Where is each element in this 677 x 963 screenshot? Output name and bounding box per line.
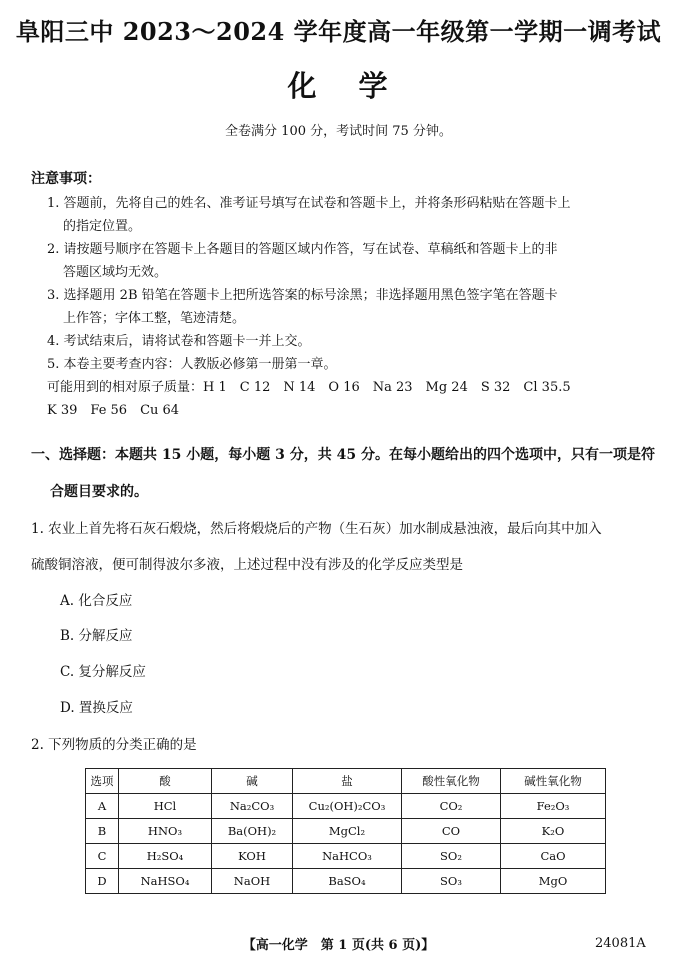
question-stem: 硫酸铜溶液，便可制得波尔多液，上述过程中没有涉及的化学反应类型是 [31, 557, 463, 573]
table-cell: Fe₂O₃ [501, 794, 606, 819]
notice-line: 3. 选择题用 2B 铅笔在答题卡上把所选答案的标号涂黑；非选择题用黑色签字笔在答题卡 [47, 288, 558, 303]
table-header: 碱 [212, 769, 293, 794]
section-heading-cont: 合题目要求的。 [50, 484, 148, 500]
score-line: 全卷满分 100 分，考试时间 75 分钟。 [225, 124, 452, 139]
subject-title: 化 学 [287, 69, 390, 103]
table-row [86, 844, 606, 869]
paper-code: 24081A [595, 936, 646, 951]
table-cell: C [86, 844, 119, 869]
atomic-mass-line: K 39 Fe 56 Cu 64 [47, 403, 180, 418]
table-cell: CO [402, 819, 501, 844]
section-heading: 一、选择题：本题共 15 小题，每小题 3 分，共 45 分。在每小题给出的四个选项中，只有一项是符 [31, 447, 655, 463]
table-cell: D [86, 869, 119, 894]
table-header: 盐 [293, 769, 402, 794]
table-cell: MgO [501, 869, 606, 894]
table-cell: Ba(OH)₂ [212, 819, 293, 844]
table-cell: SO₂ [402, 844, 501, 869]
table-header: 酸性氧化物 [402, 769, 501, 794]
table-cell: H₂SO₄ [119, 844, 212, 869]
notice-line: 2. 请按题号顺序在答题卡上各题目的答题区域内作答，写在试卷、草稿纸和答题卡上的非 [47, 242, 558, 257]
table-cell: Cu₂(OH)₂CO₃ [293, 794, 402, 819]
table-cell: B [86, 819, 119, 844]
table-cell: Na₂CO₃ [212, 794, 293, 819]
option-c: C. 复分解反应 [60, 664, 146, 680]
table-cell: K₂O [501, 819, 606, 844]
table-cell: HNO₃ [119, 819, 212, 844]
table-cell: HCl [119, 794, 212, 819]
notice-line: 5. 本卷主要考查内容：人教版必修第一册第一章。 [47, 357, 337, 372]
table-cell: NaOH [212, 869, 293, 894]
table-cell: NaHSO₄ [119, 869, 212, 894]
table-cell: A [86, 794, 119, 819]
table-cell: MgCl₂ [293, 819, 402, 844]
page-title: 阜阳三中 2023～2024 学年度高一年级第一学期一调考试 [15, 17, 662, 46]
atomic-mass-line: 可能用到的相对原子质量：H 1 C 12 N 14 O 16 Na 23 Mg 24 S 32 Cl 35.5 [47, 380, 571, 395]
table-cell: BaSO₄ [293, 869, 402, 894]
question-stem: 2. 下列物质的分类正确的是 [31, 737, 197, 753]
option-d: D. 置换反应 [60, 700, 133, 716]
option-b: B. 分解反应 [60, 628, 133, 644]
table-row [86, 869, 606, 894]
classification-table [85, 768, 606, 894]
question-stem: 1. 农业上首先将石灰石煅烧，然后将煅烧后的产物（生石灰）加水制成悬浊液，最后向其中加入 [31, 521, 602, 537]
table-cell: SO₃ [402, 869, 501, 894]
table-cell: CaO [501, 844, 606, 869]
notice-line: 答题区域均无效。 [63, 265, 168, 280]
table-header: 碱性氧化物 [501, 769, 606, 794]
table-cell: CO₂ [402, 794, 501, 819]
notice-line: 的指定位置。 [63, 219, 142, 234]
notice-line: 4. 考试结束后，请将试卷和答题卡一并上交。 [47, 334, 311, 349]
notice-line: 1. 答题前，先将自己的姓名、准考证号填写在试卷和答题卡上，并将条形码粘贴在答题卡上 [47, 196, 571, 211]
table-header-row [86, 769, 606, 794]
notice-heading: 注意事项： [31, 171, 101, 187]
option-a: A. 化合反应 [60, 593, 133, 609]
table-header: 选项 [86, 769, 119, 794]
table-row [86, 794, 606, 819]
table-cell: NaHCO₃ [293, 844, 402, 869]
table-row [86, 819, 606, 844]
notice-line: 上作答；字体工整，笔迹清楚。 [63, 311, 246, 326]
table-header: 酸 [119, 769, 212, 794]
table-cell: KOH [212, 844, 293, 869]
page-footer: 【高一化学 第 1 页(共 6 页)】 [242, 938, 435, 953]
